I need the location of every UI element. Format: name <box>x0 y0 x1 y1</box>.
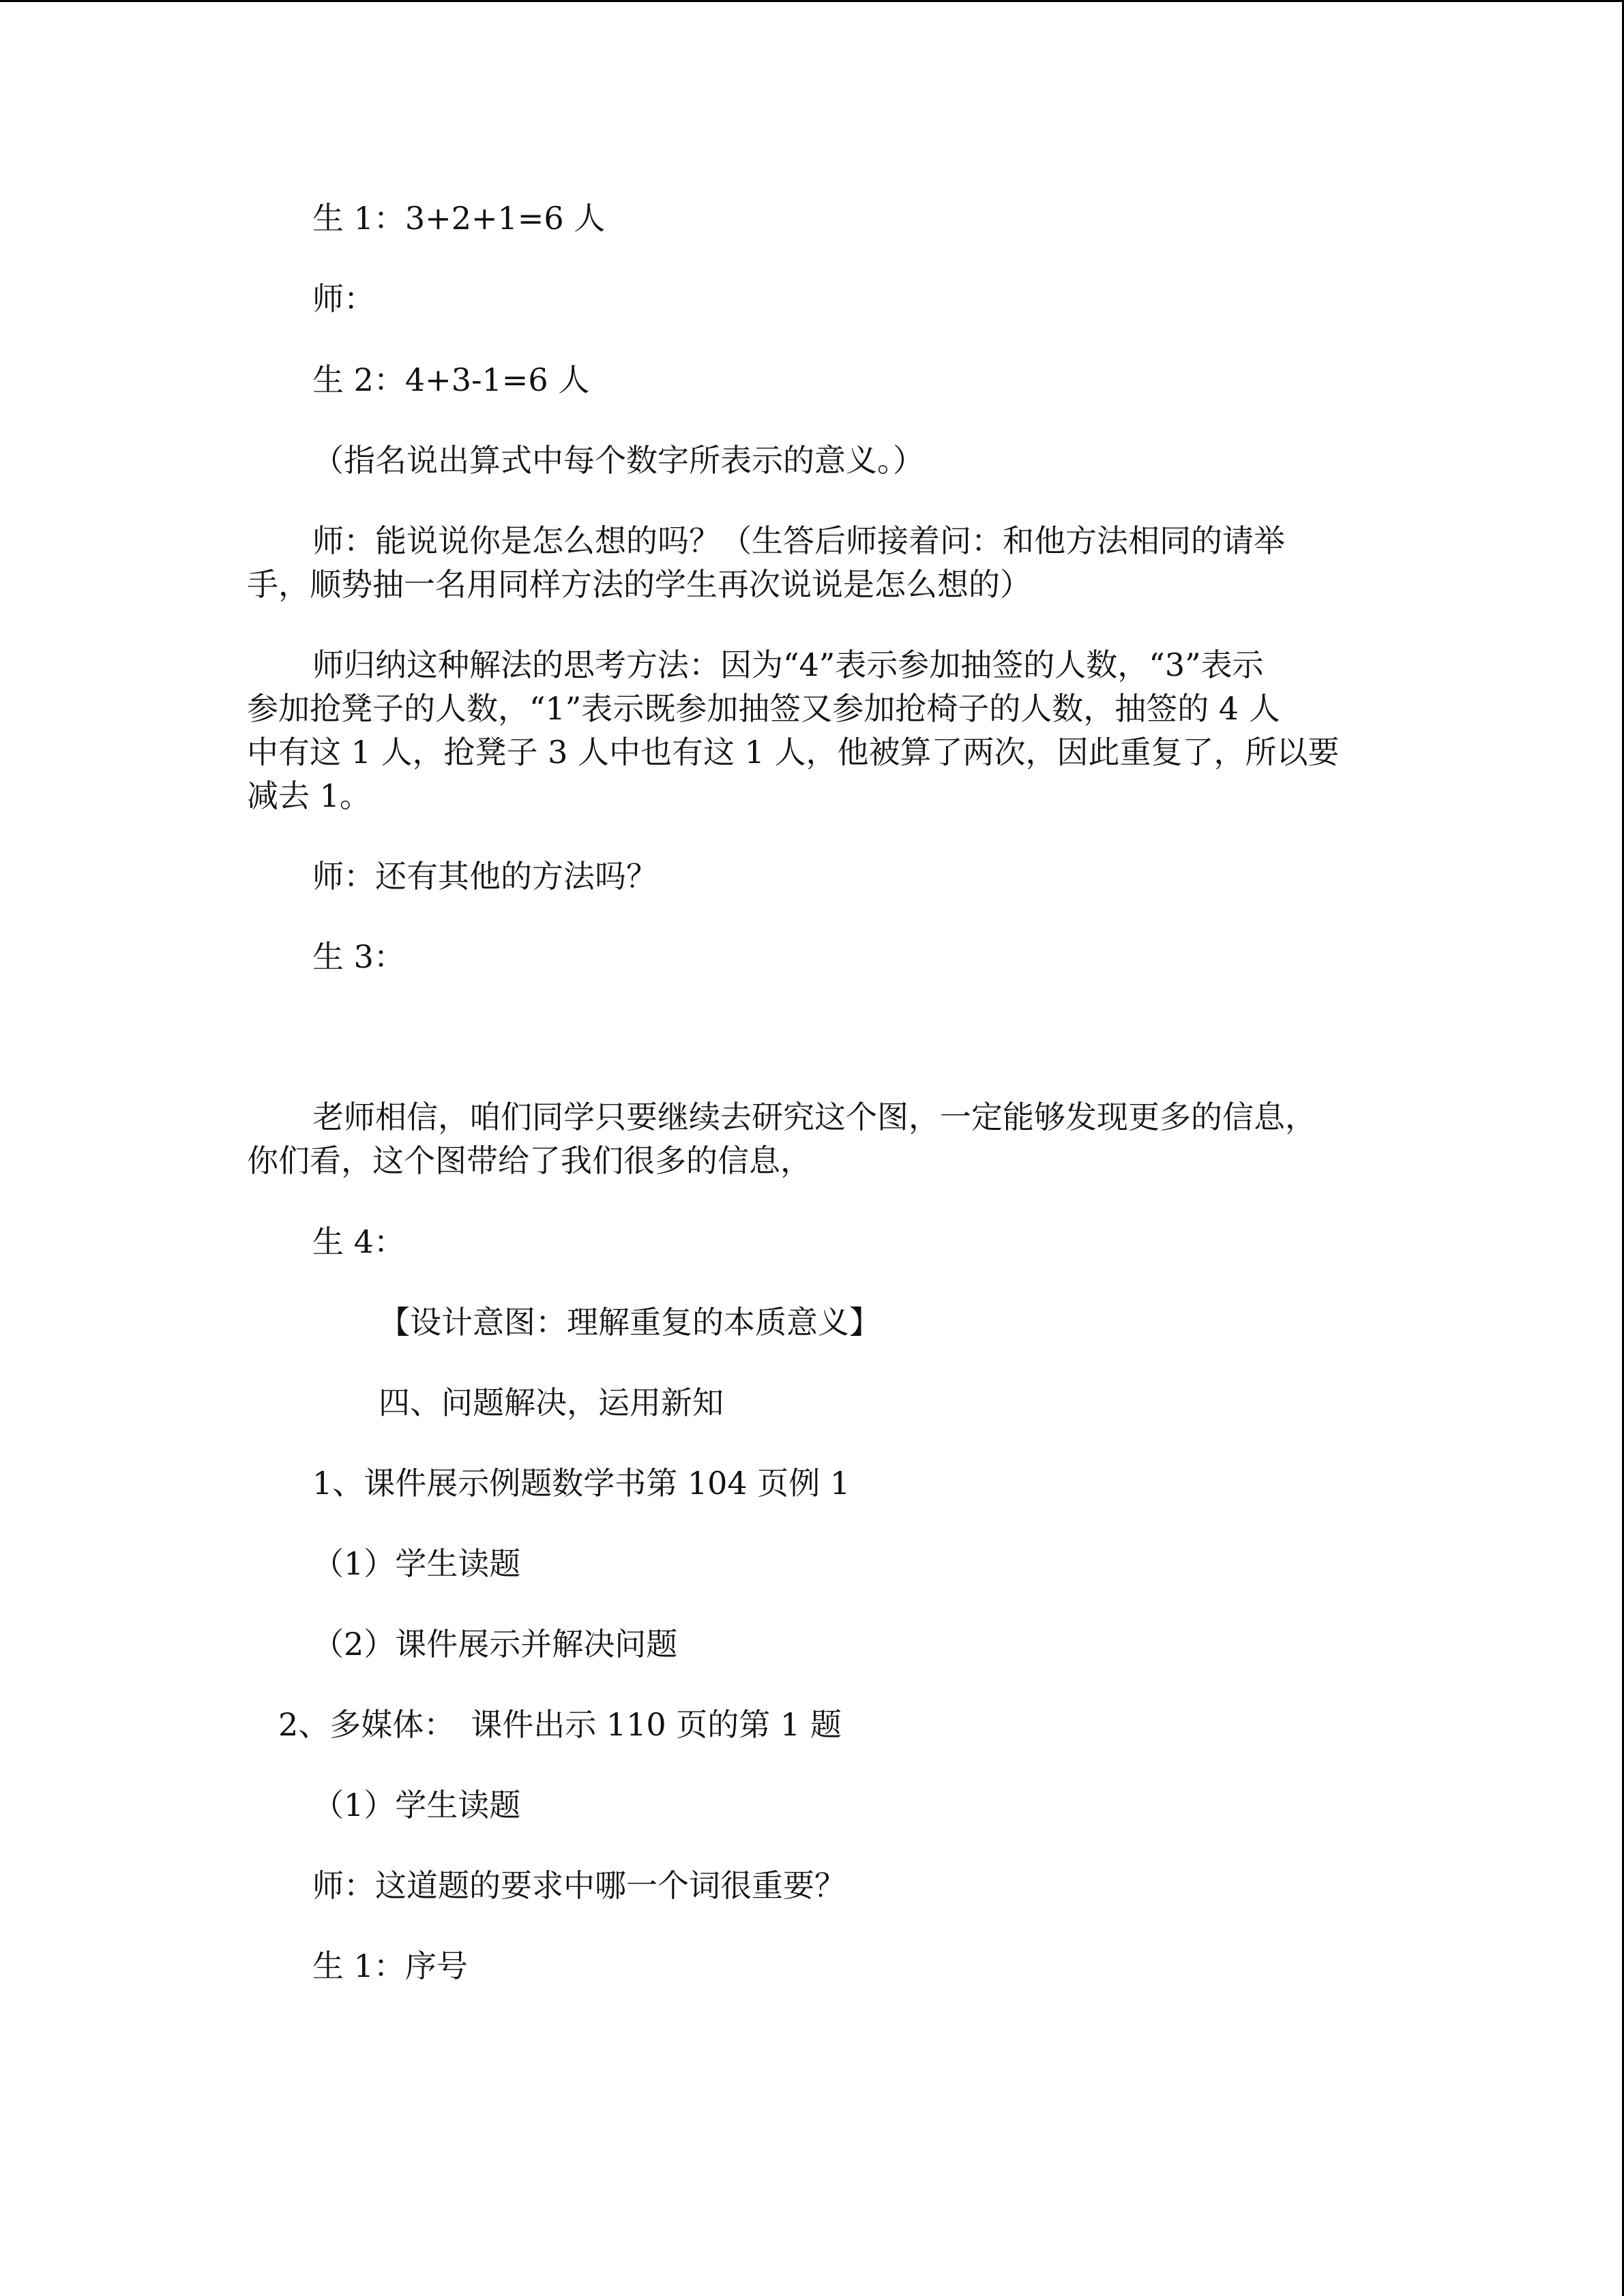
line-item-2: 2、多媒体： 课件出示 110 页的第 1 题 <box>278 1706 842 1743</box>
line-instruction: （指名说出算式中每个数字所表示的意义。） <box>312 442 924 479</box>
line-teacher-keyword: 师：这道题的要求中哪一个词很重要？ <box>312 1867 846 1904</box>
line-teacher-question-1: 师：能说说你是怎么想的吗？（生答后师接着问：和他方法相同的请举 <box>312 522 1285 559</box>
section-heading-4: 四、问题解决，运用新知 <box>379 1384 724 1421</box>
line-teacher-believe-1: 老师相信，咱们同学只要继续去研究这个图，一定能够发现更多的信息， <box>312 1099 1316 1135</box>
line-summary-1: 师归纳这种解法的思考方法：因为“4”表示参加抽签的人数，“3”表示 <box>312 646 1264 683</box>
line-summary-2: 参加抢凳子的人数，“1”表示既参加抽签又参加抢椅子的人数，抽签的 4 人 <box>247 690 1280 727</box>
line-summary-3: 中有这 1 人，抢凳子 3 人中也有这 1 人，他被算了两次，因此重复了，所以要 <box>247 734 1340 771</box>
line-item-1: 1、课件展示例题数学书第 104 页例 1 <box>312 1465 851 1502</box>
line-student1-answer: 生 1：3+2+1=6 人 <box>312 200 606 237</box>
line-summary-4: 减去 1。 <box>247 777 371 814</box>
line-student1-sequence: 生 1：序号 <box>312 1948 468 1984</box>
line-item-1-2: （2）课件展示并解决问题 <box>312 1626 678 1663</box>
line-item-1-1: （1）学生读题 <box>312 1545 521 1582</box>
line-item-2-1: （1）学生读题 <box>312 1787 521 1823</box>
page-border-top <box>0 0 1624 2</box>
line-other-methods: 师：还有其他的方法吗？ <box>312 858 658 895</box>
line-student4: 生 4： <box>312 1223 405 1260</box>
line-teacher: 师： <box>312 280 375 317</box>
line-student3: 生 3： <box>312 938 405 975</box>
line-teacher-question-2: 手，顺势抽一名用同样方法的学生再次说说是怎么想的） <box>247 566 1031 603</box>
line-student2-answer: 生 2：4+3-1=6 人 <box>312 361 590 398</box>
line-design-intent: 【设计意图：理解重复的本质意义】 <box>379 1304 881 1341</box>
line-teacher-believe-2: 你们看，这个图带给了我们很多的信息， <box>247 1142 812 1179</box>
